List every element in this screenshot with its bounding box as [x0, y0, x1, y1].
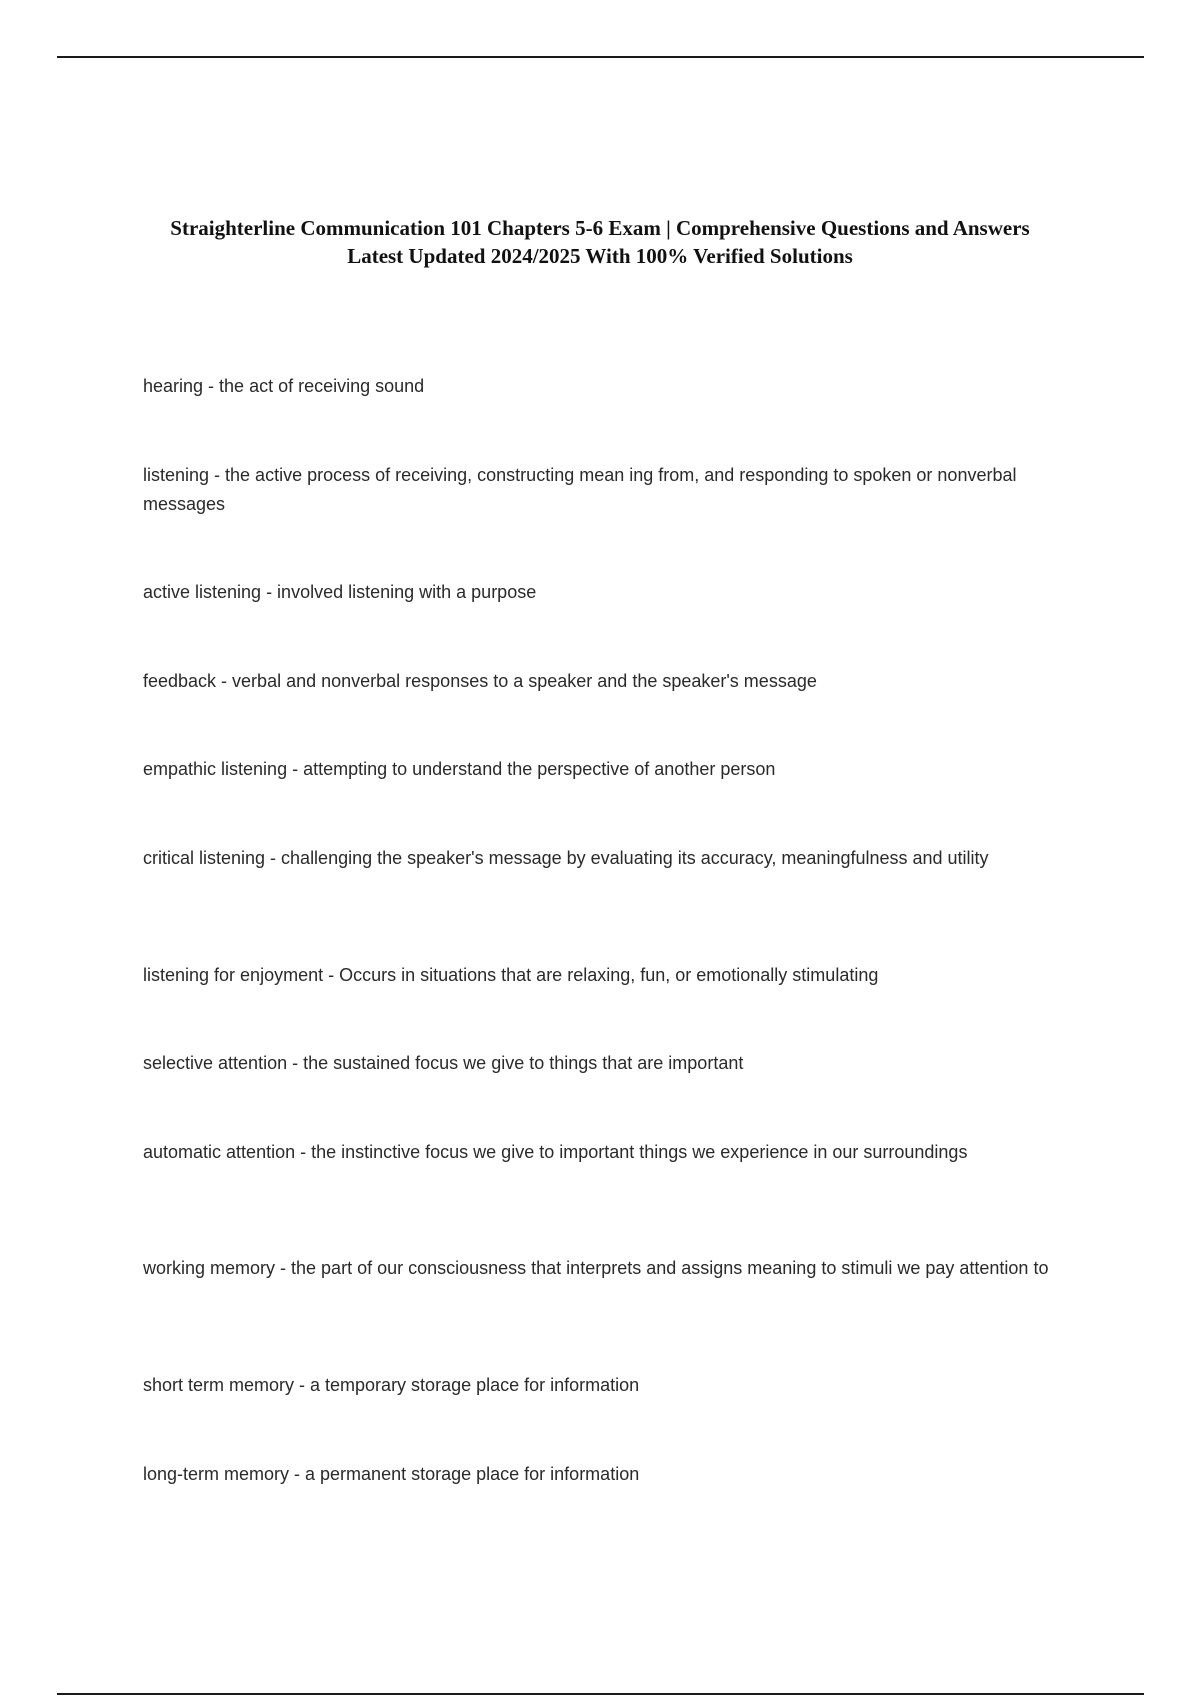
term-entry: short term memory - a temporary storage place for information — [143, 1375, 640, 1395]
term-entry: selective attention - the sustained focus we give to things that are important — [143, 1053, 744, 1073]
term-entry: hearing - the act of receiving sound — [143, 376, 425, 396]
term-entry: listening - the active process of receiving, constructing mean ing from, and responding to spoken or nonverbal messages — [143, 465, 1017, 514]
term-entry: feedback - verbal and nonverbal responses to a speaker and the speaker's message — [143, 671, 817, 691]
bottom-rule — [57, 1693, 1144, 1695]
term-entry: working memory - the part of our consciousness that interprets and assigns meaning to stimuli we pay attention to — [143, 1258, 1049, 1278]
term-entry: critical listening - challenging the speaker's message by evaluating its accuracy, meaningfulness and utility — [143, 848, 989, 868]
document-title: Straighterline Communication 101 Chapters 5-6 Exam | Comprehensive Questions and Answers Latest Updated 2024/2025 With 100% Verified Solutions — [170, 216, 1030, 268]
term-entry: automatic attention - the instinctive focus we give to important things we experience in our surroundings — [143, 1142, 968, 1162]
top-rule — [57, 56, 1144, 58]
term-entry: empathic listening - attempting to understand the perspective of another person — [143, 759, 776, 779]
term-entry: listening for enjoyment - Occurs in situations that are relaxing, fun, or emotionally stimulating — [143, 965, 879, 985]
term-entry: active listening - involved listening with a purpose — [143, 582, 537, 602]
term-entry: long-term memory - a permanent storage place for information — [143, 1464, 640, 1484]
